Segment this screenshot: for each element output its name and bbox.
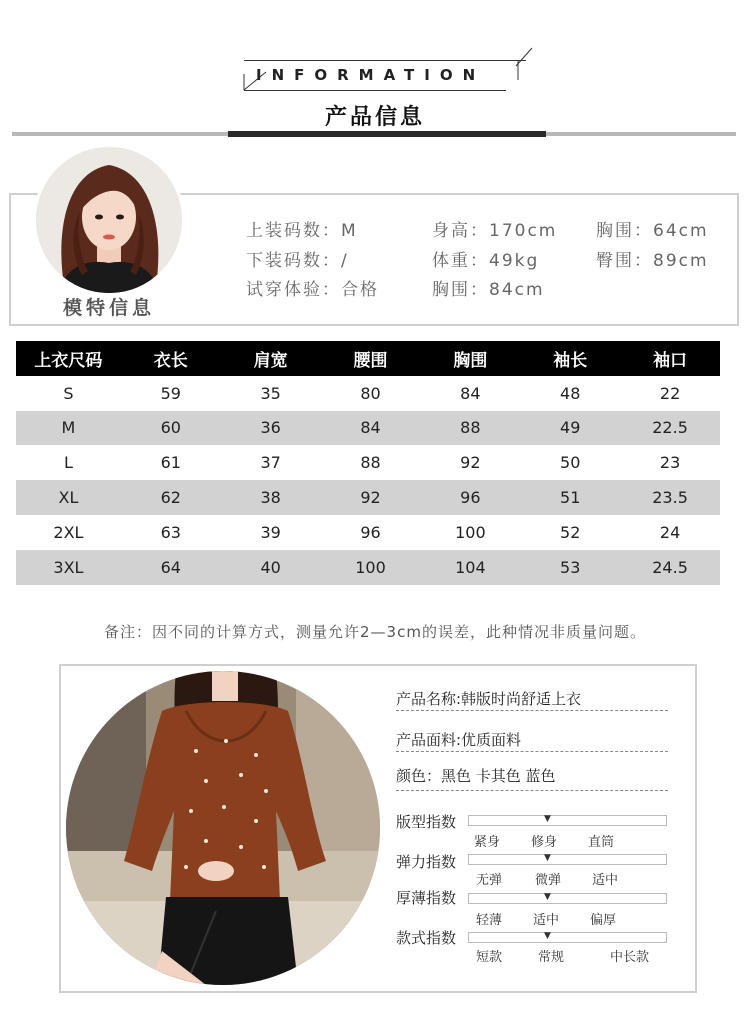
model-portrait-icon <box>36 147 182 293</box>
table-cell: XL <box>58 488 79 508</box>
table-cell: 24 <box>659 522 681 542</box>
stretch-index-option: 微弹 <box>535 873 562 888</box>
table-row <box>16 480 720 515</box>
table-cell: 88 <box>460 418 481 438</box>
table-cell: 64 <box>160 557 181 577</box>
table-cell: 61 <box>160 453 181 473</box>
table-cell: 96 <box>460 488 481 508</box>
style-index-option: 常规 <box>538 950 565 965</box>
size-table-header <box>16 341 720 376</box>
table-cell: 24.5 <box>652 557 688 577</box>
info-title: INFORMATION <box>256 66 486 84</box>
table-cell: 63 <box>160 522 181 542</box>
thickness-index-option: 偏厚 <box>590 913 617 928</box>
stretch-index-bar <box>468 854 667 865</box>
table-cell: 2XL <box>53 522 84 542</box>
stretch-index-option: 无弹 <box>476 873 503 888</box>
style-index-option: 短款 <box>476 950 503 965</box>
thickness-index-option: 轻薄 <box>476 913 503 928</box>
table-cell: 100 <box>355 557 386 577</box>
table-cell: 52 <box>560 522 581 542</box>
measurement-note: 备注：因不同的计算方式，测量允许2—3cm的误差，此种情况非质量问题。 <box>104 623 646 641</box>
table-cell: 3XL <box>53 557 84 577</box>
spec-bottom-size: 下装码数：/ <box>246 251 349 271</box>
style-index-label: 款式指数 <box>396 929 457 947</box>
table-cell: 92 <box>460 453 481 473</box>
product-name: 产品名称:韩版时尚舒适上衣 <box>396 690 582 708</box>
table-cell: 38 <box>260 488 281 508</box>
table-cell: 50 <box>560 453 581 473</box>
header-cell: 衣长 <box>153 350 188 371</box>
fit-index-option: 直筒 <box>588 835 615 850</box>
spec-top-size: 上装码数：M <box>246 221 358 241</box>
table-cell: 22 <box>659 383 681 403</box>
model-avatar <box>36 147 182 293</box>
table-row <box>16 376 720 411</box>
thickness-index-bar <box>468 893 667 904</box>
table-cell: 60 <box>160 418 181 438</box>
product-photo <box>66 671 380 985</box>
table-row <box>16 550 720 585</box>
table-row <box>16 411 720 446</box>
table-cell: 96 <box>360 522 381 542</box>
model-info-label: 模特信息 <box>62 297 155 319</box>
table-cell: 23.5 <box>652 488 688 508</box>
table-cell: 100 <box>455 522 486 542</box>
stretch-index-option: 适中 <box>592 873 619 888</box>
product-fabric: 产品面料:优质面料 <box>396 731 522 749</box>
style-index-marker-icon: ▼ <box>544 931 551 941</box>
table-cell: 23 <box>659 453 681 473</box>
table-cell: 104 <box>455 557 486 577</box>
header-cell: 袖口 <box>653 350 688 371</box>
table-cell: 48 <box>560 383 581 403</box>
fit-index-option: 紧身 <box>474 835 501 850</box>
product-model-icon <box>66 671 380 985</box>
table-cell: 59 <box>160 383 181 403</box>
table-cell: 88 <box>360 453 381 473</box>
table-cell: 37 <box>260 453 281 473</box>
table-cell: 49 <box>560 418 581 438</box>
table-row <box>16 515 720 550</box>
table-cell: 84 <box>360 418 381 438</box>
table-cell: 51 <box>560 488 581 508</box>
fit-index-marker-icon: ▼ <box>544 814 551 824</box>
spec-fitting: 试穿体验：合格 <box>246 280 379 300</box>
spec-weight: 体重：49kg <box>432 251 540 271</box>
table-cell: 53 <box>560 557 581 577</box>
table-cell: 80 <box>360 383 381 403</box>
table-cell: 40 <box>260 557 281 577</box>
spec-height: 身高：170cm <box>432 221 558 241</box>
thickness-index-marker-icon: ▼ <box>544 892 551 902</box>
page-title: 产品信息 <box>324 105 425 130</box>
table-cell: 84 <box>460 383 481 403</box>
thickness-index-label: 厚薄指数 <box>396 889 457 907</box>
table-cell: M <box>61 418 76 438</box>
spec-chest: 胸围：84cm <box>432 280 545 300</box>
style-index-bar <box>468 932 667 943</box>
header-cell: 袖长 <box>553 350 588 371</box>
table-cell: 36 <box>260 418 281 438</box>
spec-bust: 胸围：64cm <box>596 221 709 241</box>
stretch-index-marker-icon: ▼ <box>544 853 551 863</box>
thickness-index-option: 适中 <box>533 913 560 928</box>
header-cell: 肩宽 <box>253 350 288 371</box>
stretch-index-label: 弹力指数 <box>396 853 457 871</box>
header-cell: 上衣尺码 <box>34 350 103 371</box>
table-row <box>16 445 720 480</box>
product-divider <box>396 751 668 752</box>
spec-hip: 臀围：89cm <box>596 251 709 271</box>
style-index-option: 中长款 <box>610 950 650 965</box>
table-cell: 35 <box>260 383 281 403</box>
product-divider <box>396 790 668 791</box>
header-cell: 腰围 <box>353 350 388 371</box>
title-divider-accent <box>228 131 546 137</box>
table-cell: 62 <box>160 488 181 508</box>
product-colors: 颜色：黑色 卡其色 蓝色 <box>396 767 556 785</box>
product-divider <box>396 710 668 711</box>
size-table <box>16 341 720 585</box>
table-cell: 39 <box>260 522 281 542</box>
table-cell: 22.5 <box>652 418 688 438</box>
fit-index-option: 修身 <box>531 835 558 850</box>
fit-index-bar <box>468 815 667 826</box>
fit-index-label: 版型指数 <box>396 813 457 831</box>
table-cell: L <box>63 453 73 473</box>
table-cell: 92 <box>360 488 381 508</box>
header-cell: 胸围 <box>453 350 488 371</box>
table-cell: S <box>63 383 74 403</box>
